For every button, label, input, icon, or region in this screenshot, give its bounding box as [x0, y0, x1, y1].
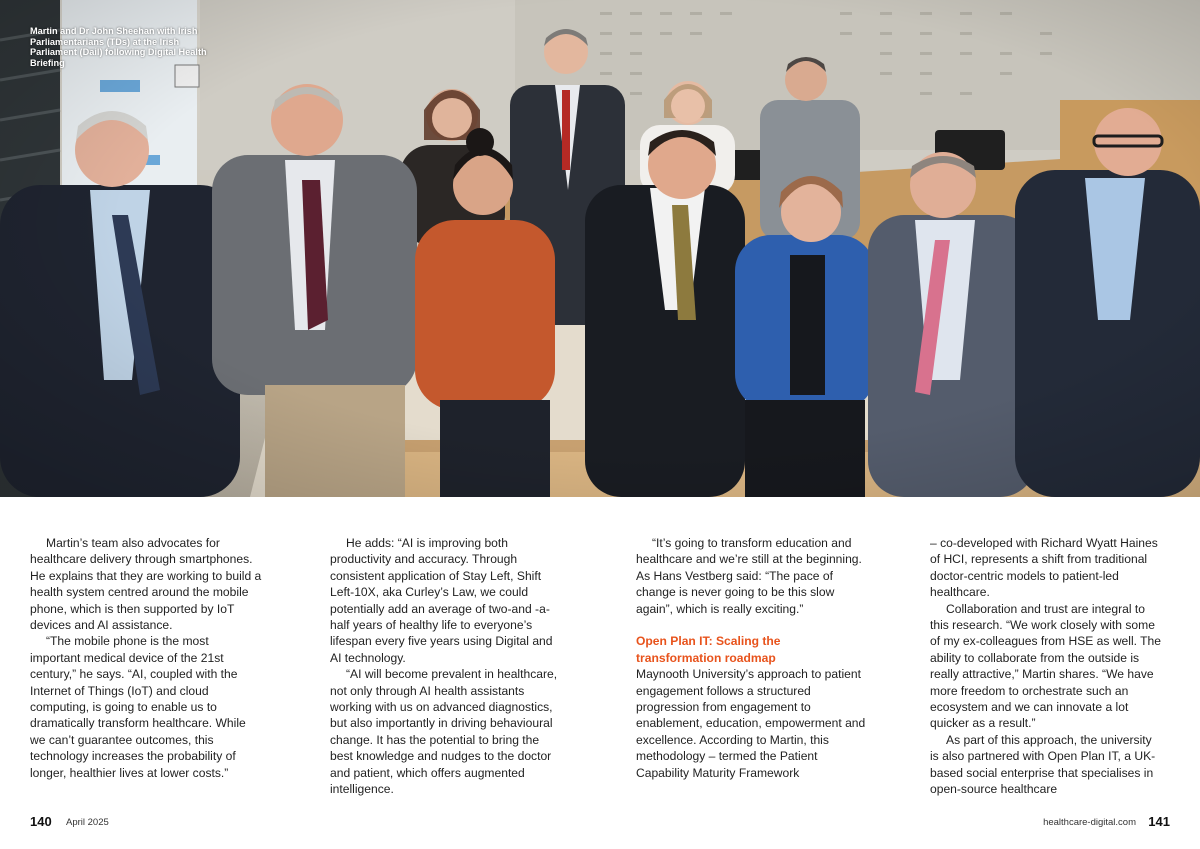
text-column-4 — [930, 535, 1162, 798]
body-paragraph: Maynooth University’s approach to patient engagement follows a structured progression from engagement to enablement, education, empowerment and excellence. According to Martin, this methodology – termed the Patient Capability Maturity Framework — [636, 667, 866, 780]
photo-caption: Martin and Dr John Sheehan with Irish Parliamentarians (TDs) at the Irish Parliament (Dail) following Digital Health Briefing — [30, 26, 207, 68]
section-heading: Open Plan IT: Scaling the transformation roadmap — [636, 634, 781, 665]
body-paragraph: – co-developed with Richard Wyatt Haines of HCI, represents a shift from traditional doctor-centric models to patient-led healthcare. — [930, 536, 1158, 600]
website-url[interactable]: healthcare-digital.com — [1043, 817, 1136, 828]
body-paragraph: “The mobile phone is the most important medical device of the 21st century,” he says. “AI, coupled with the Internet of Things (IoT) and cloud computing, is going to enable us to dramatically transform healthcare. While we can’t guarantee outcomes, this technology increases the probability of longer, healthier lives at lower costs.” — [30, 634, 246, 780]
text-column-3 — [636, 535, 868, 781]
left-page-number: 140 — [30, 814, 52, 829]
text-column-1 — [30, 535, 262, 781]
text-column-2 — [330, 535, 562, 798]
body-paragraph: “AI will become prevalent in healthcare, not only through AI health assistants working with us on advanced diagnostics, but also importantly in driving behavioural change. It has the potential to bring the best knowledge and nudges to the doctor and patient, which offers augmented intelligence. — [330, 667, 558, 797]
body-paragraph: “It’s going to transform education and healthcare and we’re still at the beginning. As Hans Vestberg said: “The pace of change is never going to be this slow again”, which is really exciting.” — [636, 536, 862, 616]
body-paragraph: Collaboration and trust are integral to this research. “We work closely with some of my ex-colleagues from HSE as well. The ability to collaborate from the outside is really attractive,” Martin shares. “We have more freedom to orchestrate such an ecosystem and we can innovate a lot quicker as a result.” — [930, 601, 1161, 731]
body-paragraph: As part of this approach, the university is also partnered with Open Plan IT, a UK-based social enterprise that specialises in open-source healthcare — [930, 732, 1156, 797]
issue-date: April 2025 — [66, 817, 109, 828]
body-paragraph: Martin’s team also advocates for healthcare delivery through smartphones. He explains that they are working to build a health system centred around the mobile phone, which is then supported by IoT devices and AI assistance. — [30, 536, 262, 633]
body-paragraph: He adds: “AI is improving both productivity and accuracy. Through consistent application of Stay Left, Shift Left-10X, aka Curley’s Law, we could potentially add an average of two-and -a-half years of healthy life to everyone’s lifespan every five years using Digital and AI technology. — [330, 536, 553, 665]
paragraph-gap — [636, 617, 868, 633]
right-page-number: 141 — [1148, 814, 1170, 829]
